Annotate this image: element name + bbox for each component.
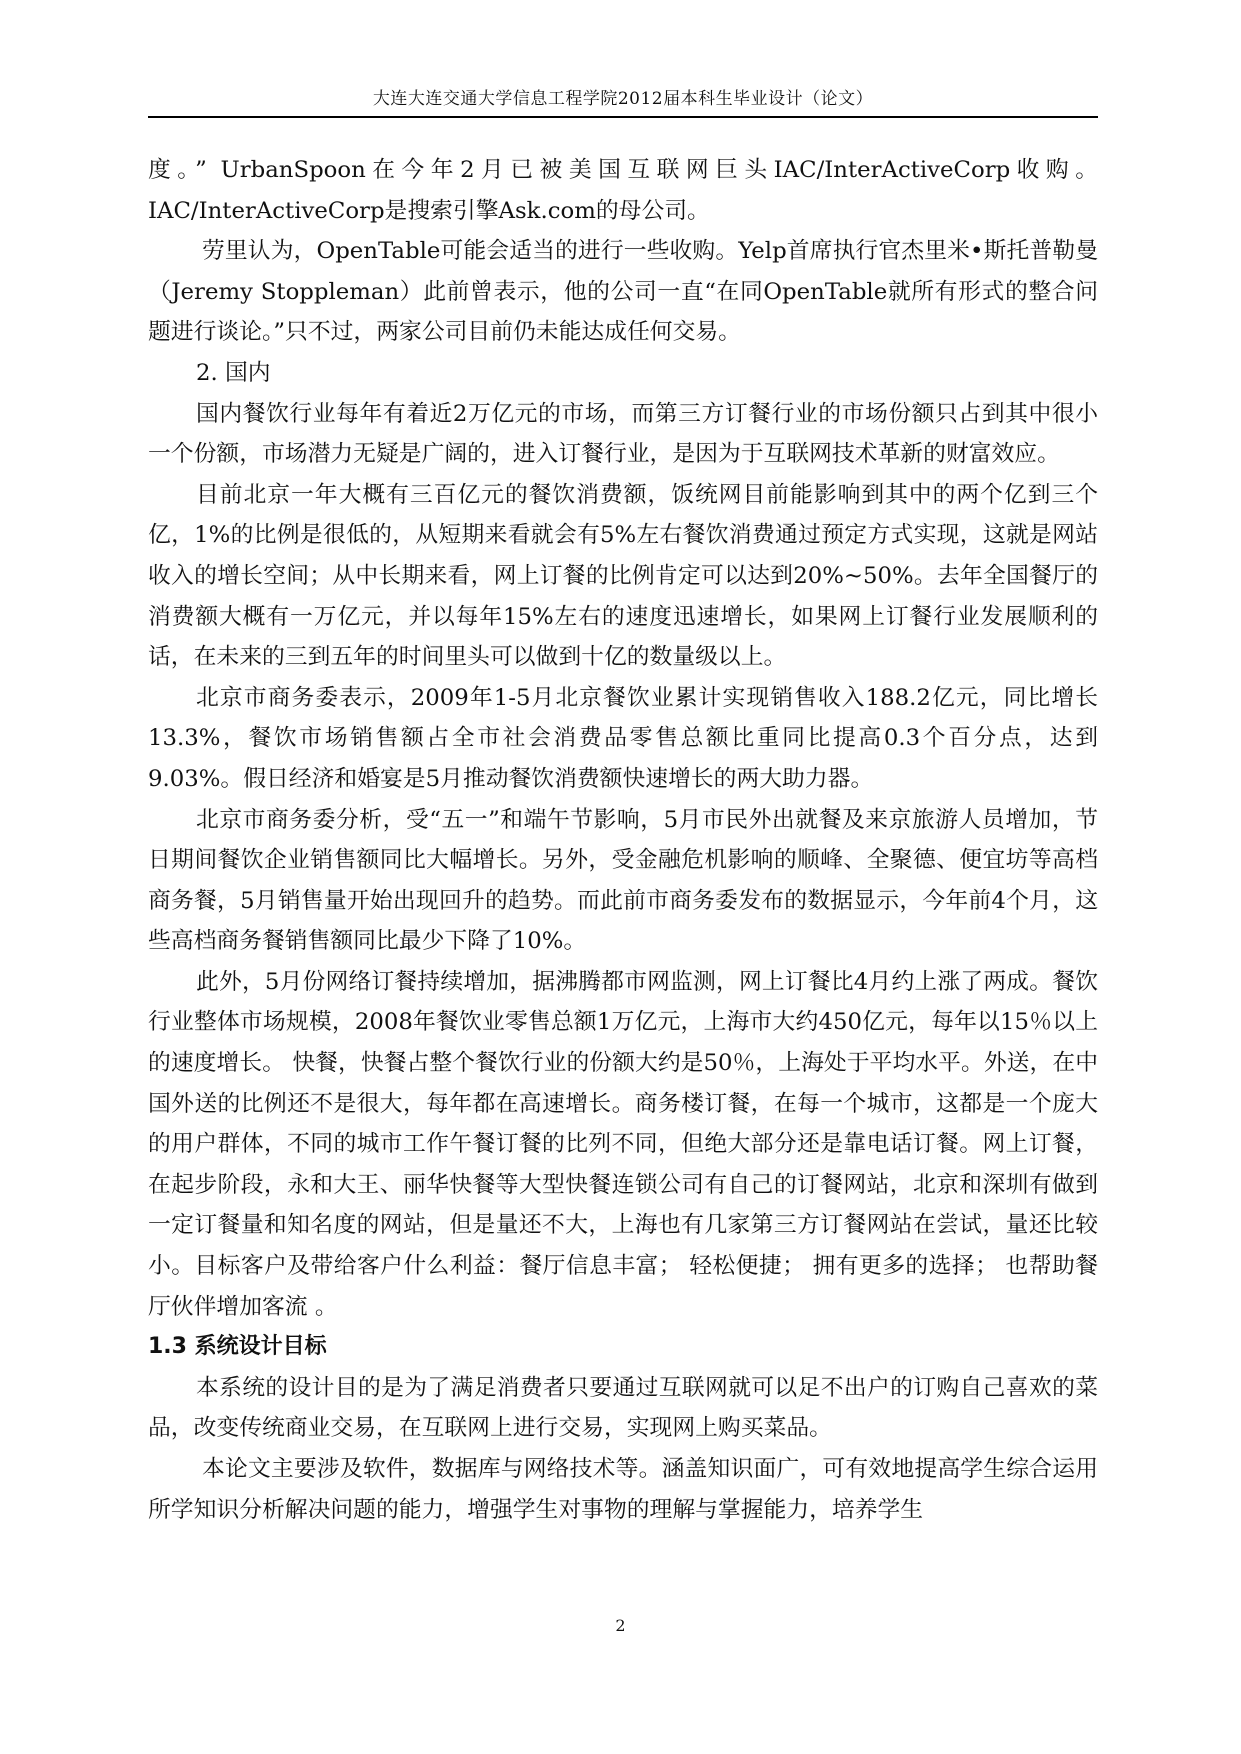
subsection-domestic: 2. 国内 [196,359,271,386]
paragraph-thesis-scope: 本论文主要涉及软件，数据库与网络技术等。涵盖知识面广，可有效地提高学生综合运用所学知识分析解决问题的能力，增强学生对事物的理解与掌握能力，培养学生 [148,1456,1098,1523]
paragraph-online-ordering: 此外，5月份网络订餐持续增加，据沸腾都市网监测，网上订餐比4月约上涨了两成。餐饮行业整体市场规模，2008年餐饮业零售总额1万亿元，上海市大约450亿元，每年以15％以上的速度增长。 快餐，快餐占整个餐饮行业的份额大约是50％，上海处于平均水平。外送，在中国外送的比例还不是很大，每年都在高速增长。商务楼订餐，在每一个城市，这都是一个庞大的用户群体，不同的城市工作午餐订餐的比列不同，但绝大部分还是靠电话订餐。网上订餐，在起步阶段，永和大王、丽华快餐等大型快餐连锁公司有自己的订餐网站，北京和深圳有做到一定订餐量和知名度的网站，但是量还不大，上海也有几家第三方订餐网站在尝试，量还比较小。目标客户及带给客户什么利益：餐厅信息丰富； 轻松便捷； 拥有更多的选择； 也帮助餐厅伙伴增加客流 。 [148,968,1098,1320]
section-heading: 1.3 系统设计目标 [148,1334,327,1360]
paragraph-beijing-consumption: 目前北京一年大概有三百亿元的餐饮消费额，饭统网目前能影响到其中的两个亿到三个亿，1%的比例是很低的，从短期来看就会有5%左右餐饮消费通过预定方式实现，这就是网站收入的增长空间；从中长期来看，网上订餐的比例肯定可以达到20%~50%。去年全国餐厅的消费额大概有一万亿元，并以每年15%左右的速度迅速增长，如果网上订餐行业发展顺利的话，在未来的三到五年的时间里头可以做到十亿的数量级以上。 [148,481,1098,671]
paragraph-commerce-analysis: 北京市商务委分析，受“五一”和端午节影响，5月市民外出就餐及来京旅游人员增加，节日期间餐饮企业销售额同比大幅增长。另外，受金融危机影响的顺峰、全聚德、便宜坊等高档商务餐，5月销售量开始出现回升的趋势。而此前市商务委发布的数据显示，今年前4个月，这些高档商务餐销售额同比最少下降了10%。 [148,806,1098,955]
paragraph-design-goal: 本系统的设计目的是为了满足消费者只要通过互联网就可以足不出户的订购自己喜欢的菜品，改变传统商业交易，在互联网上进行交易，实现网上购买菜品。 [148,1374,1098,1442]
page-number: 2 [615,1616,626,1635]
paragraph-continuation: 度。” UrbanSpoon在今年2月已被美国互联网巨头IAC/InterActiveCorp收购。IAC/InterActiveCorp是搜索引擎Ask.com的母公司。 [148,157,1098,224]
paragraph-opentable-acquisition: 劳里认为，OpenTable可能会适当的进行一些收购。Yelp首席执行官杰里米•斯托普勒曼（Jeremy Stoppleman）此前曾表示，他的公司一直“在同OpenTable就所有形式的整合问题进行谈论。”只不过，两家公司目前仍未能达成任何交易。 [148,238,1098,346]
paragraph-domestic-market: 国内餐饮行业每年有着近2万亿元的市场，而第三方订餐行业的市场份额只占到其中很小一个份额，市场潜力无疑是广阔的，进入订餐行业，是因为于互联网技术革新的财富效应。 [148,400,1098,468]
page-header [148,88,1098,118]
paragraph-commerce-commission: 北京市商务委表示，2009年1-5月北京餐饮业累计实现销售收入188.2亿元，同比增长13.3%，餐饮市场销售额占全市社会消费品零售总额比重同比提高0.3个百分点，达到9.03%。假日经济和婚宴是5月推动餐饮消费额快速增长的两大助力器。 [148,684,1098,792]
header-title: 大连大连交通大学信息工程学院2012届本科生毕业设计（论文） [372,89,874,109]
document-body [148,150,1098,1530]
